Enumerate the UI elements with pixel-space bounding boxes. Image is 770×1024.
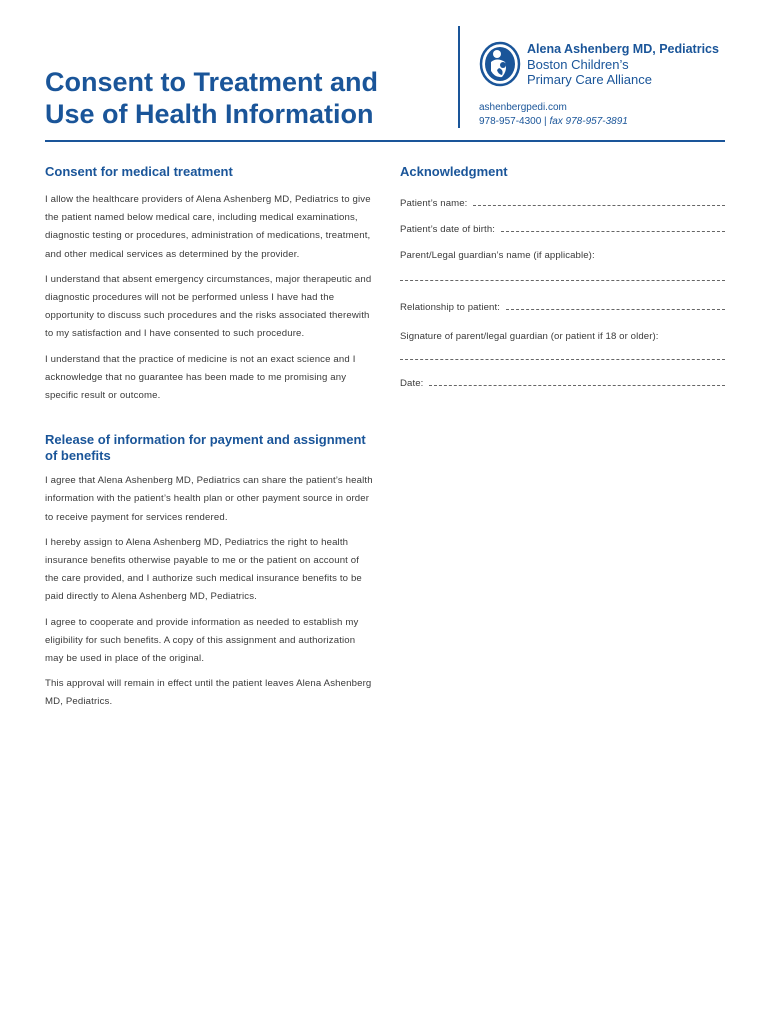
guardian-name-label: Parent/Legal guardian’s name (if applicable): <box>400 250 595 261</box>
header-rule <box>45 140 725 142</box>
contact-separator: | <box>541 116 550 127</box>
phone-number: 978-957-4300 <box>479 116 542 127</box>
fax-number: fax 978-957-3891 <box>549 116 628 127</box>
release-paragraph: I agree that Alena Ashenberg MD, Pediatrics can share the patient’s health information with the patient’s health plan or other payment source in order to receive payment for services rendered. <box>45 475 373 523</box>
patient-dob-field[interactable] <box>400 219 725 235</box>
acknowledgment-heading: Acknowledgment <box>400 164 508 179</box>
website-link[interactable]: ashenbergpedi.com <box>479 102 567 113</box>
patient-name-label: Patient’s name: <box>400 198 468 209</box>
signature-label: Signature of parent/legal guardian (or patient if 18 or older): <box>400 331 659 342</box>
release-paragraph: I agree to cooperate and provide information as needed to establish my eligibility for such benefits. A copy of this assignment and authorization may be used in place of the original. <box>45 616 359 665</box>
contact-info <box>479 101 628 129</box>
date-field[interactable] <box>400 373 725 389</box>
patient-name-input[interactable] <box>473 204 725 206</box>
relationship-label: Relationship to patient: <box>400 302 501 313</box>
consent-paragraph: I understand that absent emergency circumstances, major therapeutic and diagnostic procedures will not be performed unless I have had the opportunity to discuss such procedures and the risks associated therewith to my satisfaction and I have consented to such procedure. <box>45 273 372 340</box>
boston-childrens-logo-icon <box>478 40 522 88</box>
page-title: Consent to Treatment and Use of Health Information <box>45 67 379 129</box>
org-block <box>527 42 757 87</box>
release-paragraph: This approval will remain in effect until the patient leaves Alena Ashenberg MD, Pediatrics. <box>45 678 372 708</box>
consent-paragraph: I understand that the practice of medicine is not an exact science and I acknowledge that no guarantee has been made to me promising any specific result or outcome. <box>45 353 356 402</box>
release-heading: Release of information for payment and assignment of benefits <box>45 432 366 464</box>
guardian-name-input[interactable] <box>400 280 725 281</box>
left-column <box>45 164 375 719</box>
signature-field <box>400 326 725 342</box>
date-input[interactable] <box>429 384 725 386</box>
release-paragraph: I hereby assign to Alena Ashenberg MD, Pediatrics the right to health insurance benefits otherwise payable to me or the patient on account of the care provided, and I authorize such medical insurance benefits to be paid directly to Alena Ashenberg MD, Pediatrics. <box>45 536 362 603</box>
patient-dob-label: Patient’s date of birth: <box>400 224 496 235</box>
org-name: Alena Ashenberg MD, Pediatrics <box>527 42 719 56</box>
consent-heading: Consent for medical treatment <box>45 164 233 179</box>
header-divider <box>458 26 460 128</box>
right-column <box>400 164 725 389</box>
relationship-field[interactable] <box>400 297 725 313</box>
relationship-input[interactable] <box>506 308 725 310</box>
date-label: Date: <box>400 378 424 389</box>
phone-fax-line <box>479 115 628 129</box>
signature-input[interactable] <box>400 359 725 360</box>
guardian-name-field <box>400 245 725 261</box>
consent-paragraph: I allow the healthcare providers of Alena Ashenberg MD, Pediatrics to give the patient named below medical care, including medical examinations, diagnostic testing or procedures, administration of medications, treatment, and other medical services as determined by the provider. <box>45 194 371 260</box>
patient-name-field[interactable] <box>400 193 725 209</box>
patient-dob-input[interactable] <box>501 230 725 232</box>
org-subtitle-2: Primary Care Alliance <box>527 72 652 87</box>
org-subtitle-1: Boston Children’s <box>527 57 629 72</box>
